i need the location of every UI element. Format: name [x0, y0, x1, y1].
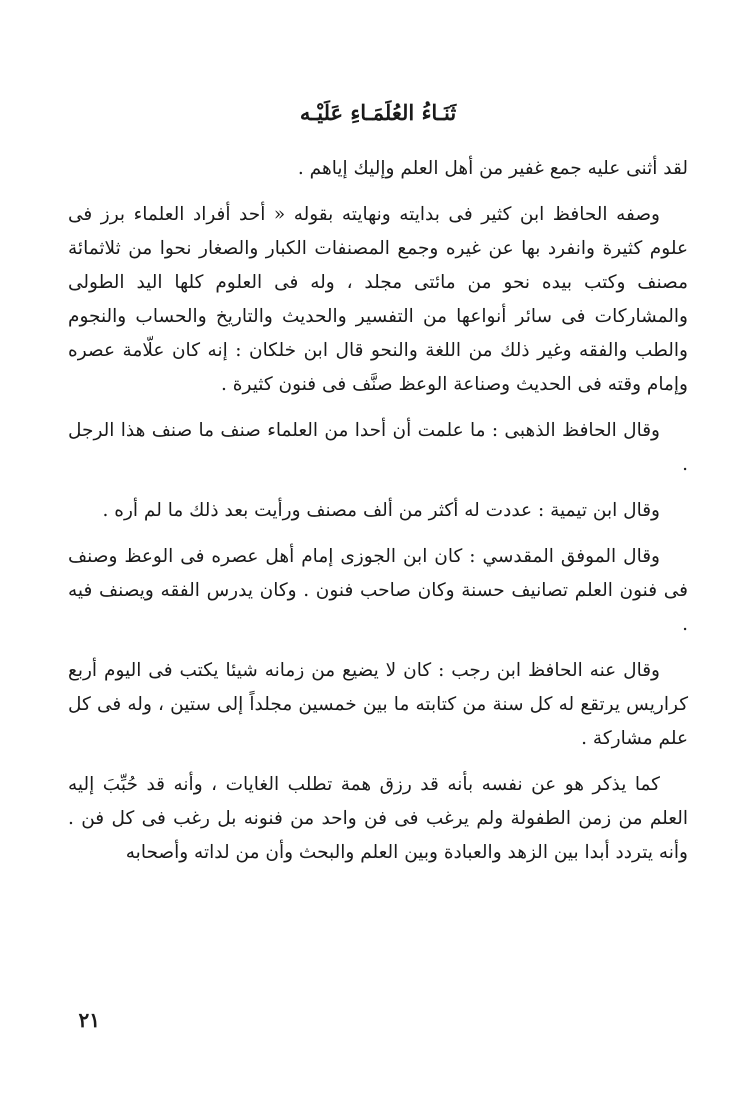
paragraph-dhahabi: وقال الحافظ الذهبى : ما علمت أن أحدا من العلماء صنف ما صنف هذا الرجل . [68, 420, 688, 475]
paragraph-muwaffaq: وقال الموفق المقدسي : كان ابن الجوزى إمام أهل عصره فى الوعظ وصنف فى فنون العلم تصانيف حسنة وكان صاحب فنون . وكان يدرس الفقه ويصنف فيه . [68, 546, 688, 635]
paragraph-intro: لقد أثنى عليه جمع غفير من أهل العلم وإليك إياهم . [297, 158, 688, 179]
page-heading: ثَنَـاءُ العُلَمَـاءِ عَلَيْـه [299, 100, 457, 125]
page-number: ٢١ [78, 1008, 100, 1032]
document-page [68, 0, 688, 1097]
paragraph-ibn-taymiyya: وقال ابن تيمية : عددت له أكثر من ألف مصنف ورأيت بعد ذلك ما لم أره . [102, 500, 660, 521]
paragraph-ibn-rajab: وقال عنه الحافظ ابن رجب : كان لا يضيع من زمانه شيئا يكتب فى اليوم أربع كراريس يرتقع له كل سنة من كتابته ما بين خمسين مجلداً إلى ستين ، وله فى كل علم مشاركة . [68, 660, 688, 749]
paragraph-self-description: كما يذكر هو عن نفسه بأنه قد رزق همة تطلب الغايات ، وأنه قد حُبِّبَ إليه العلم من زمن الطفولة ولم يرغب فى فن واحد من فنونه بل رغب فى كل فن . وأنه يتردد أبدا بين الزهد والعبادة وبين العلم والبحث وأن من لداته وأصحابه [68, 774, 688, 863]
paragraph-ibn-kathir: وصفه الحافظ ابن كثير فى بدايته ونهايته بقوله « أحد أفراد العلماء برز فى علوم كثيرة وانفرد بها عن غيره وجمع المصنفات الكبار والصغار نحوا من ثلاثمائة مصنف وكتب بيده نحو من مائتى مجلد ، وله فى العلوم كلها اليد الطولى والمشاركات فى سائر أنواعها من التفسير والحديث والتاريخ والحساب والنجوم والطب والفقه وغير ذلك من اللغة والنحو قال ابن خلكان : إنه كان علّامة عصره وإمام وقته فى الحديث وصناعة الوعظ صنَّف فى فنون كثيرة . [68, 204, 688, 395]
body-text [68, 152, 688, 870]
